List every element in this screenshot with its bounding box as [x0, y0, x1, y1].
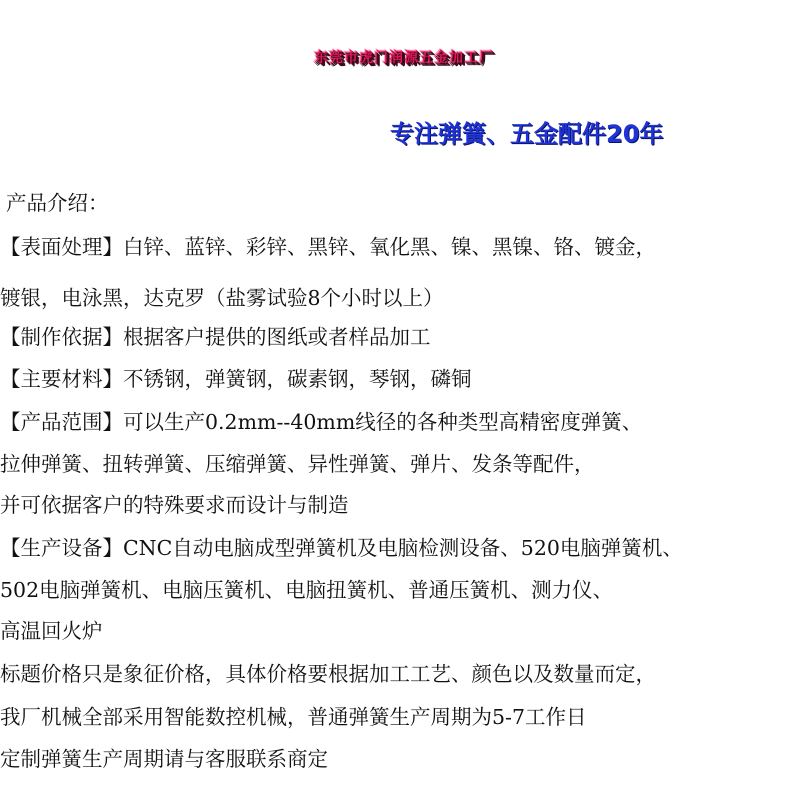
production-basis-line: 【制作依据】根据客户提供的图纸或者样品加工	[0, 325, 431, 349]
company-slogan: 专注弹簧、五金配件20年	[390, 120, 664, 148]
main-materials-line: 【主要材料】不锈钢，弹簧钢，碳素钢，琴钢，磷铜	[0, 367, 472, 391]
surface-treatment-line-cont: 镀银，电泳黑，达克罗（盐雾试验8个小时以上）	[0, 286, 444, 310]
equipment-line-cont: 502电脑弹簧机、电脑压簧机、电脑扭簧机、普通压簧机、测力仪、	[0, 578, 614, 602]
intro-heading: 产品介绍：	[6, 191, 109, 215]
equipment-line-cont2: 高温回火炉	[0, 619, 103, 643]
company-title: 东莞市虎门润源五金加工厂	[314, 50, 494, 66]
surface-treatment-line: 【表面处理】白锌、蓝锌、彩锌、黑锌、氧化黑、镍、黑镍、铬、镀金，	[0, 235, 656, 259]
equipment-line: 【生产设备】CNC自动电脑成型弹簧机及电脑检测设备、520电脑弹簧机、	[0, 536, 683, 560]
product-range-line-cont2: 并可依据客户的特殊要求而设计与制造	[0, 493, 349, 517]
custom-cycle-line: 定制弹簧生产周期请与客服联系商定	[0, 747, 328, 771]
product-range-line-cont: 拉伸弹簧、扭转弹簧、压缩弹簧、异性弹簧、弹片、发条等配件，	[0, 452, 595, 476]
pricing-note-line: 标题价格只是象征价格，具体价格要根据加工工艺、颜色以及数量而定，	[0, 662, 656, 686]
product-range-line: 【产品范围】可以生产0.2mm--40mm线径的各种类型高精密度弹簧、	[0, 410, 643, 434]
production-cycle-line: 我厂机械全部采用智能数控机械，普通弹簧生产周期为5-7工作日	[0, 705, 587, 729]
